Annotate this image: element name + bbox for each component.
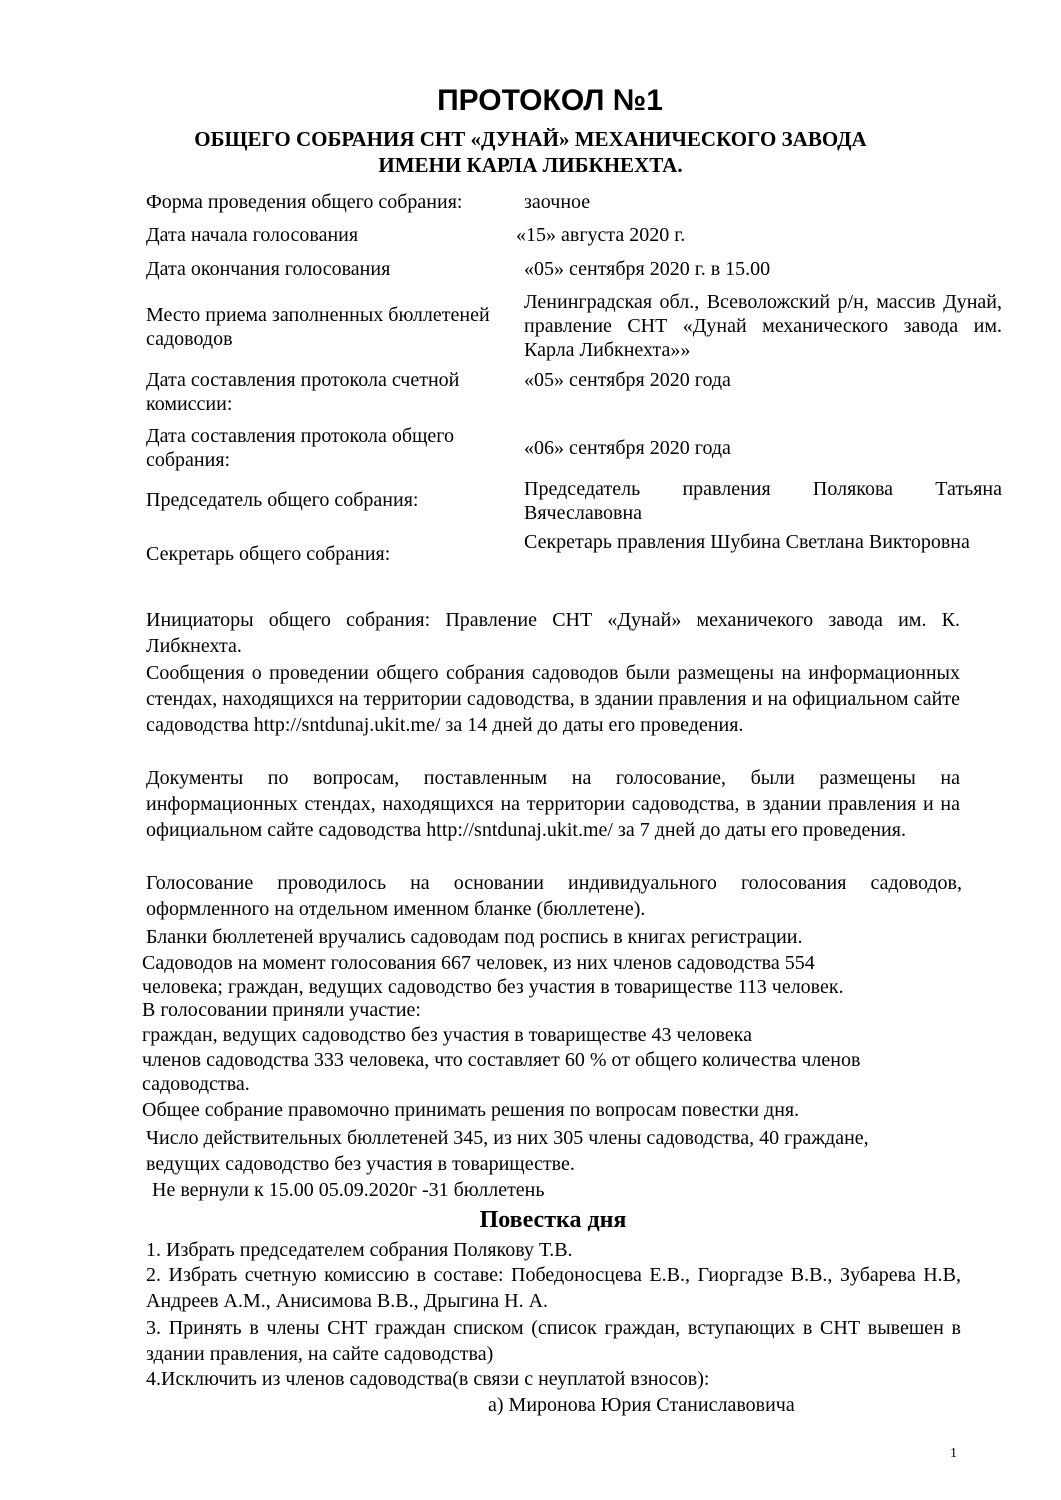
notices-paragraph: Сообщения о проведении общего собрания садоводов были размещены на информационных стендах, находящихся на территории садоводства, в здании правления и на официальном сайте садоводства http://sntdunaj.ukit.me/ за 14 дней до даты его проведения.: [146, 662, 960, 736]
stats-line-1: Садоводов на момент голосования 667 человек, из них членов садоводства 554: [142, 952, 815, 974]
valid-ballots-line-2: ведущих садоводство без участия в товариществе.: [146, 1153, 575, 1175]
not-returned-line: Не вернули к 15.00 05.09.2020г -31 бюллетень: [152, 1179, 545, 1201]
citizens-line: граждан, ведущих садоводство без участия в товариществе 43 человека: [142, 1024, 752, 1046]
start-date-label: Дата начала голосования: [146, 224, 359, 246]
participated-line: В голосовании приняли участие:: [142, 999, 421, 1021]
subtitle-line-2: ИМЕНИ КАРЛА ЛИБКНЕХТА.: [378, 153, 683, 177]
count-protocol-label: Дата составления протокола счетной комиссии:: [146, 369, 460, 415]
subtitle-line-1: ОБЩЕГО СОБРАНИЯ СНТ «ДУНАЙ» МЕХАНИЧЕСКОГО ЗАВОДА: [194, 127, 867, 151]
stats-line-2: человека; граждан, ведущих садоводство без участия в товариществе 113 человек.: [142, 976, 844, 998]
end-date-value: «05» сентября 2020 г. в 15.00: [524, 258, 771, 280]
chair-value: Председатель правления Полякова Татьяна Вячеславовна: [524, 478, 1002, 524]
agenda-item-2: 2. Избрать счетную комиссию в составе: Победоносцева Е.В., Гиоргадзе В.В., Зубарева Н.В, Андреев А.М., Анисимова В.В., Дрыгина Н. А.: [146, 1264, 961, 1312]
agenda-item-3: 3. Принять в члены СНТ граждан списком (список граждан, вступающих в СНТ вывешен в здании правления, на сайте садоводства): [146, 1317, 961, 1365]
agenda-item-4: 4.Исключить из членов садоводства(в связи с неуплатой взносов):: [146, 1368, 710, 1390]
voting-paragraph: Голосование проводилось на основании индивидуального голосования садоводов, оформленного на отдельном именном бланке (бюллетене).: [146, 872, 962, 920]
agenda-item-4a: а) Миронова Юрия Станиславовича: [488, 1394, 795, 1416]
members-line-1: членов садоводства 333 человека, что составляет 60 % от общего количества членов: [142, 1049, 861, 1071]
general-protocol-label: Дата составления протокола общего собрания:: [146, 425, 454, 471]
documents-paragraph: Документы по вопросам, поставленным на голосование, были размещены на информационных стендах, находящихся на территории садоводства, в здании правления и на официальном сайте садоводства http://sntdunaj.ukit.me/ за 7 дней до даты его проведения.: [146, 767, 960, 841]
start-date-value: «15» августа 2020 г.: [516, 224, 686, 246]
count-protocol-value: «05» сентября 2020 года: [524, 369, 731, 391]
valid-ballots-line-1: Число действительных бюллетеней 345, из них 305 члены садоводства, 40 граждане,: [146, 1127, 869, 1149]
secretary-label: Секретарь общего собрания:: [146, 543, 391, 565]
agenda-item-1: 1. Избрать председателем собрания Полякову Т.В.: [146, 1239, 573, 1261]
page-title: ПРОТОКОЛ №1: [437, 84, 663, 117]
members-line-2: садоводства.: [142, 1073, 250, 1095]
page-subtitle: [0, 126, 1061, 178]
agenda-title: Повестка дня: [479, 1207, 627, 1233]
page-number: 1: [950, 1446, 957, 1461]
place-value: Ленинградская обл., Всеволожский р/н, массив Дунай, правление СНТ «Дунай механического завода им. Карла Либкнехта»»: [524, 291, 1002, 361]
form-label: Форма проведения общего собрания:: [146, 191, 463, 213]
quorum-line: Общее собрание правомочно принимать решения по вопросам повестки дня.: [142, 1099, 800, 1121]
initiators-paragraph: Инициаторы общего собрания: Правление СНТ «Дунай» механичекого завода им. К. Либкнехта.: [146, 609, 960, 657]
chair-label: Председатель общего собрания:: [146, 489, 419, 511]
ballots-line: Бланки бюллетеней вручались садоводам под роспись в книгах регистрации.: [146, 926, 803, 948]
general-protocol-value: «06» сентября 2020 года: [524, 437, 731, 459]
form-value: заочное: [524, 191, 591, 213]
place-label: Место приема заполненных бюллетеней садоводов: [146, 304, 490, 350]
secretary-value: Секретарь правления Шубина Светлана Викторовна: [524, 531, 970, 553]
end-date-label: Дата окончания голосования: [146, 258, 391, 280]
